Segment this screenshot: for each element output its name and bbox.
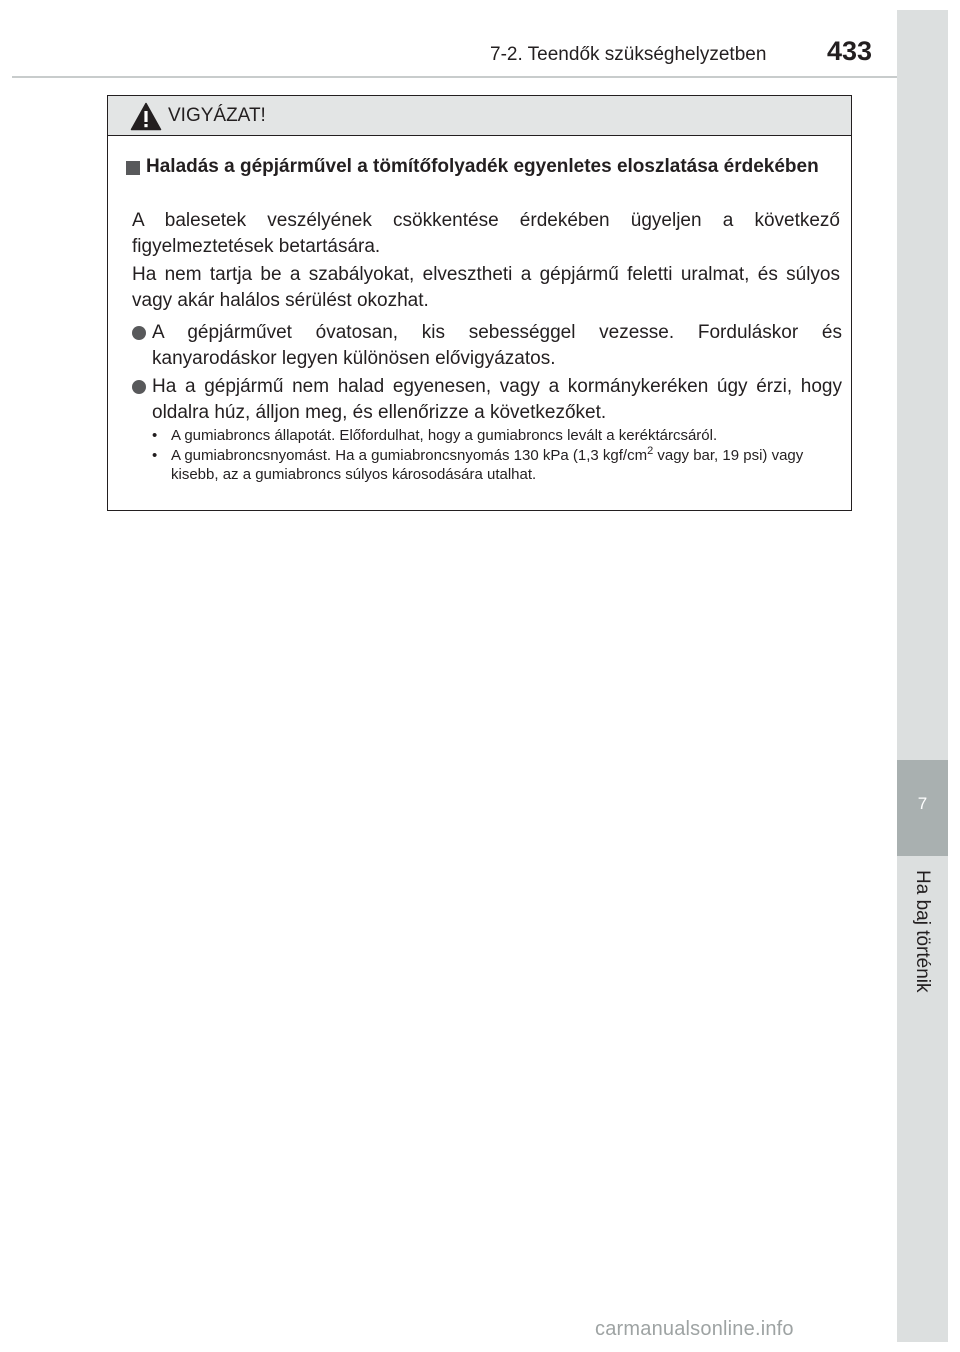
sub-bullet-text-before: A gumiabroncsnyomást. Ha a gumiabroncsnyomás 130 kPa (1,3 kgf/cm xyxy=(171,447,648,464)
warning-paragraph-2: Ha nem tartja be a szabályokat, elvesztheti a gépjármű feletti uralmat, és súlyos vagy akár halálos sérülést okozhat. xyxy=(132,264,840,311)
bullet-text: Ha a gépjármű nem halad egyenesen, vagy a kormánykeréken úgy érzi, hogy oldalra húz, álljon meg, és ellenőrizze a következőket. xyxy=(152,376,842,423)
bullet-dot-icon xyxy=(132,326,146,340)
sub-bullet-marker: • xyxy=(152,447,158,464)
bullet-text: A gépjárművet óvatosan, kis sebességgel vezesse. Forduláskor és kanyarodáskor legyen különösen elővigyázatos. xyxy=(152,322,842,369)
warning-heading: Haladás a gépjárművel a tömítőfolyadék egyenletes eloszlatása érdekében xyxy=(146,156,819,177)
heading-square-icon xyxy=(126,161,140,175)
sub-bullet-text-after: vagy bar, 19 psi) vagy kisebb, az a gumiabroncs súlyos károsodására utalhat. xyxy=(171,447,804,483)
page-number: 433 xyxy=(827,36,873,66)
side-tab-upper xyxy=(897,10,948,760)
section-title: 7-2. Teendők szükséghelyzetben xyxy=(490,44,767,65)
warning-triangle-icon xyxy=(130,102,162,131)
bullet-dot-icon xyxy=(132,380,146,394)
warning-title: VIGYÁZAT! xyxy=(168,105,266,126)
header-rule xyxy=(12,76,948,78)
sub-bullet-marker: • xyxy=(152,427,158,444)
warning-header xyxy=(108,96,851,136)
superscript: 2 xyxy=(647,445,654,457)
sub-bullet-text: A gumiabroncs állapotát. Előfordulhat, hogy a gumiabroncs levált a keréktárcsáról. xyxy=(171,427,718,444)
chapter-number: 7 xyxy=(917,794,928,813)
warning-box xyxy=(107,95,852,511)
watermark: carmanualsonline.info xyxy=(595,1318,794,1340)
chapter-name: Ha baj történik xyxy=(912,870,933,993)
warning-paragraph-1: A balesetek veszélyének csökkentése érdekében ügyeljen a következő figyelmeztetések betartására. xyxy=(132,210,840,257)
sub-bullet-text xyxy=(171,446,841,484)
